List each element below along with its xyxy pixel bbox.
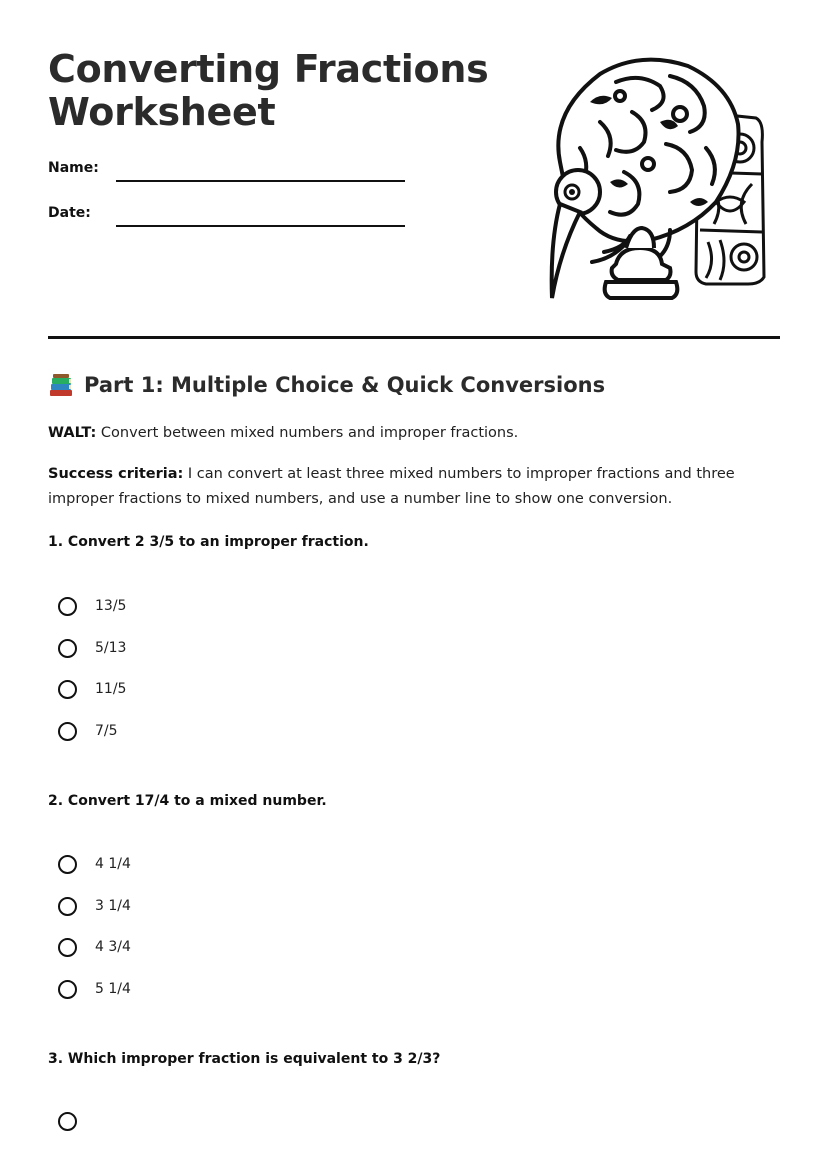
radio-button[interactable] [58, 597, 77, 616]
question-2-option-a[interactable] [58, 853, 131, 895]
question-1-options [58, 595, 126, 761]
title-line-1: Converting Fractions [48, 47, 489, 91]
question-2: 2. Convert 17/4 to a mixed number. [48, 793, 327, 809]
name-write-line[interactable] [116, 180, 405, 182]
option-label: 3 1/4 [95, 897, 131, 914]
question-3: 3. Which improper fraction is equivalent to 3 2/3? [48, 1051, 441, 1067]
option-label: 5 1/4 [95, 980, 131, 997]
books-icon [48, 372, 74, 398]
option-label: 5/13 [95, 639, 127, 656]
worksheet-title [48, 48, 488, 134]
question-3-options [58, 1110, 77, 1152]
worksheet-header [48, 0, 780, 340]
option-label: 4 3/4 [95, 939, 131, 955]
radio-button[interactable] [58, 680, 77, 699]
part1-heading [48, 372, 605, 398]
title-line-2: Worksheet [48, 90, 276, 134]
date-field[interactable] [48, 203, 408, 233]
kiwi-bird-carving-illustration [520, 52, 770, 304]
option-label: 11/5 [95, 681, 127, 697]
walt-text: Convert between mixed numbers and improper fractions. [100, 425, 519, 441]
walt-label: WALT: [48, 425, 97, 441]
radio-button[interactable] [58, 1112, 77, 1131]
radio-button[interactable] [58, 855, 77, 874]
question-1-option-d[interactable] [58, 720, 126, 762]
option-label: 4 1/4 [95, 856, 131, 872]
question-1-option-a[interactable] [58, 595, 126, 637]
date-label: Date: [48, 205, 91, 221]
walt-paragraph [48, 421, 780, 446]
question-1: 1. Convert 2 3/5 to an improper fraction. [48, 534, 369, 550]
radio-button[interactable] [58, 938, 77, 957]
header-divider [48, 336, 780, 339]
name-label: Name: [48, 160, 99, 176]
radio-button[interactable] [58, 897, 77, 916]
question-1-option-c[interactable] [58, 678, 126, 720]
question-2-option-c[interactable] [58, 936, 131, 978]
name-field[interactable] [48, 158, 408, 188]
radio-button[interactable] [58, 980, 77, 999]
question-2-option-d[interactable] [58, 978, 131, 1020]
option-label: 13/5 [95, 598, 127, 614]
part1-title: Part 1: Multiple Choice & Quick Conversions [84, 373, 606, 397]
success-criteria-paragraph [48, 462, 780, 512]
radio-button[interactable] [58, 639, 77, 658]
question-2-option-b[interactable] [58, 895, 131, 937]
radio-button[interactable] [58, 722, 77, 741]
option-label: 7/5 [95, 722, 118, 739]
success-criteria-text: I can convert at least three mixed numbers to improper fractions and three improper fractions to mixed numbers, and use a number line to show one conversion. [48, 466, 735, 507]
question-2-options [58, 853, 131, 1019]
question-3-option-a[interactable] [58, 1110, 77, 1152]
question-1-option-b[interactable] [58, 637, 126, 679]
success-criteria-label: Success criteria: [48, 466, 184, 482]
worksheet-page [48, 0, 780, 1118]
date-write-line[interactable] [116, 225, 405, 227]
